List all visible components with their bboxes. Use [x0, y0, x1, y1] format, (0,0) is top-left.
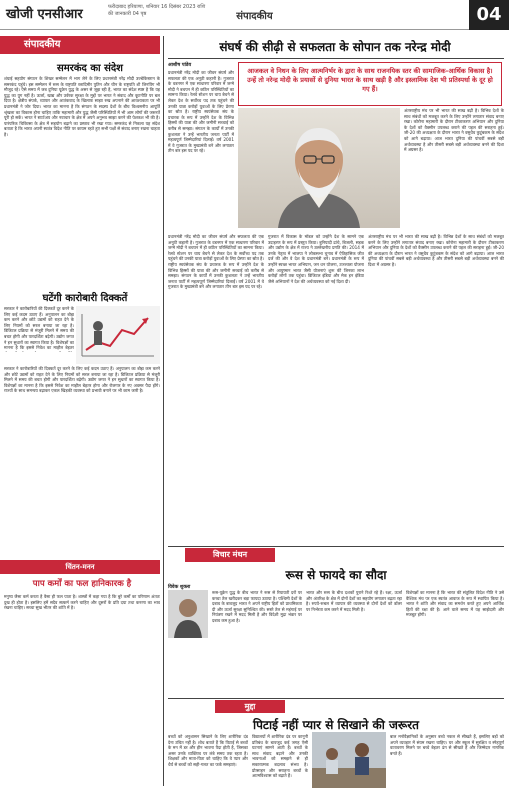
second-editorial-body: सरकार ने कारोबारियों की दिक्कतें दूर करने के लिए कई कदम उठाए हैं। अनुपालन का बोझ कम करने और छोटे उद्यमों को राहत देने के लिए नियमों को सरल बनाया जा रहा है। डिजिटल प्रक्रिया से मंजूरी मिलने में समय की बचत होगी और पारदर्शिता बढ़ेगी। उद्योग जगत ने इन सुधारों का स्वागत किया है। विशेषज्ञों का मानना है कि इससे निवेश का माहौल बेहतर: [4, 306, 74, 351]
editorial-body: शंघाई सहयोग संगठन के शिखर सम्मेलन में भाग लेने के लिए प्रधानमंत्री नरेंद्र मोदी उज्बेकिस्तान के समरकंद पहुंचे। इस सम्मेलन में रूस के राष्ट्रपति व्लादिमीर पुतिन और चीन के राष्ट्रपति शी जिनपिंग भी मौजूद रहे। ऐसे समय में जब दुनिया यूक्रेन युद्ध के असर से जूझ रही है, भारत का संदेश स्पष्ट है कि यह युद्ध का युग नहीं है। ऊर्जा, खाद्य और उर्वरक सुरक्षा के मुद्दों पर भारत ने संवाद और कूटनीति पर बल दिया है। क्षेत्रीय संपर्क, व्यापार और आतंकवाद के खिलाफ साझा रुख अपनाने की आवश्यकता पर भी प्रधानमंत्री ने जोर दिया। भारत का मानना है कि संगठन के सदस्य देशों के बीच विश्वसनीय आपूर्ति श्रृंखला का विकास होना चाहिए ताकि महामारी और युद्ध जैसी परिस्थितियों में भी आम लोगों की जरूरतें पूरी हो सकें। भारत ने स्टार्टअप और नवाचार के क्षेत्र में अपने अनुभव साझा करने की पेशकश भी की है। पारंपरिक चिकित्सा के क्षेत्र में सहयोग बढ़ाने का प्रस्ताव भी रखा गया। समरकंद से निकला यह संदेश बताता है कि भारत अपनी स्वतंत्र विदेश नीति पर कायम रहते हुए सभी पक्षों से संवाद बनाए रखना चाहता है।: [4, 76, 160, 137]
lead-byline: आशीष पांडेय: [168, 63, 192, 68]
opinion-body-right: विशेषज्ञों का मानना है कि भारत की संतुलित विदेश नीति ने उसे वैश्विक मंच पर एक स्वतंत्र आवाज के रूप में स्थापित किया है। भारत ने शांति और संवाद का समर्थन करते हुए अपने आर्थिक हितों की रक्षा की है। आने वाले समय में यह साझेदारी और मजबूत होगी।: [406, 590, 504, 618]
opinion-body-mid: भारत और रूस के बीच दशकों पुराने रिश्ते रहे हैं। रक्षा, ऊर्जा और अंतरिक्ष के क्षेत्र में दोनों देशों का सहयोग लगातार बढ़ता रहा है। रुपये-रूबल में व्यापार की व्यवस्था से दोनों देशों को डॉलर पर निर्भरता कम करने में मदद मिली है।: [306, 590, 402, 612]
editorial-band: संपादकीय: [0, 36, 160, 54]
chintan-title: पाप कर्मों का फल हानिकारक है: [32, 579, 132, 589]
lead-body-left: प्रधानमंत्री नरेंद्र मोदी का जीवन संघर्ष और सफलता की एक अनूठी कहानी है। गुजरात के वडनगर में एक साधारण परिवार में जन्मे मोदी ने बचपन में ही कठिन परिस्थितियों का सामना किया। रेलवे स्टेशन पर चाय बेचने से लेकर देश के सर्वोच्च पद तक पहुंचने की उनकी यात्रा करोड़ों युवाओं के लिए प्रेरणा का स्रोत है। राष्ट्रीय स्वयंसेवक संघ के प्रचारक के रूप में उन्होंने देश के विभिन्न हिस्सों की यात्रा की और जमीनी सच्चाई को करीब से समझा। संगठन के कार्यों में उनकी कुशलता ने उन्हें भारतीय जनता पार्टी में महत्वपूर्ण जिम्मेदारियां दिलाईं। वर्ष 2001 में वे गुजरात के मुख्यमंत्री बने और लगातार तीन बार इस पद पर रहे।: [168, 70, 234, 154]
opinion-body-left: रूस-यूक्रेन युद्ध के बीच भारत ने रूस से रियायती दरों पर कच्चा तेल खरीदकर बड़ा फायदा उठाया है। पश्चिमी देशों के दबाव के बावजूद भारत ने अपने राष्ट्रीय हितों को प्राथमिकता दी और ऊर्जा सुरक्षा सुनिश्चित की। सस्ते तेल से महंगाई पर नियंत्रण रखने में मदद मिली है और विदेशी मुद्रा भंडार पर दबाव कम हुआ है।: [212, 590, 302, 623]
lead-headline: संघर्ष की सीढ़ी से सफलता के सोपान तक नरेन्द्र मोदी: [219, 40, 451, 54]
lead-body-right-top: अंतरराष्ट्रीय मंच पर भी भारत की साख बढ़ी है। विभिन्न देशों के साथ संबंधों को मजबूत करने के लिए उन्होंने लगातार संवाद बनाए रखा। कोरोना महामारी के दौरान टीकाकरण अभियान और दुनिया के देशों को वैक्सीन उपलब्ध कराने की पहल की सराहना हुई। जी-20 की अध्यक्षता के दौरान भारत ने वसुधैव कुटुंबकम के संदेश को आगे बढ़ाया। आज भारत दुनिया की पांचवीं सबसे बड़ी अर्थव्यवस्था है और तीसरी सबसे बड़ी अर्थव्यवस्था बनने की दिशा में अग्रसर है।: [404, 108, 504, 153]
issue-info: फरीदाबाद हरियाणा, शनिवार 16 दिसंबर 2023 राशि की जानकारी 04 पृष्ठ: [108, 4, 206, 17]
business-illustration: [76, 306, 160, 364]
section-heading: संपादकीय: [236, 11, 273, 22]
lead-body-col3: अंतरराष्ट्रीय मंच पर भी भारत की साख बढ़ी है। विभिन्न देशों के साथ संबंधों को मजबूत करने के लिए उन्होंने लगातार संवाद बनाए रखा। कोरोना महामारी के दौरान टीकाकरण अभियान और दुनिया के देशों को वैक्सीन उपलब्ध कराने की पहल की सराहना हुई। जी-20 की अध्यक्षता के दौरान भारत ने वसुधैव कुटुंबकम के संदेश को आगे बढ़ाया। आज भारत दुनिया की पांचवीं सबसे बड़ी अर्थव्यवस्था है और तीसरी सबसे बड़ी अर्थव्यवस्था बनने की दिशा में अग्रसर है।: [368, 234, 504, 267]
second-editorial-body-continued: सरकार ने कारोबारियों की दिक्कतें दूर करने के लिए कई कदम उठाए हैं। अनुपालन का बोझ कम करने और छोटे उद्यमों को राहत देने के लिए नियमों को सरल बनाया जा रहा है। डिजिटल प्रक्रिया से मंजूरी मिलने में समय की बचत होगी और पारदर्शिता बढ़ेगी। उद्योग जगत ने इन सुधारों का स्वागत किया है। विशेषज्ञों का मानना है कि इससे निवेश का माहौल बेहतर होगा और रोजगार के नए अवसर पैदा होंगे। राज्यों के साथ समन्वय बढ़ाकर एकल खिड़की व्यवस्था को प्रभावी बनाने पर भी काम जारी है।: [4, 366, 160, 394]
second-editorial-title: घटेंगी कारोबारी दिक्कतें: [42, 293, 128, 304]
masthead: [0, 0, 509, 30]
classroom-photo: [312, 732, 386, 788]
bottom-body-mid: विद्यालयों में शारीरिक दंड पर कानूनी प्रतिबंध के बावजूद कई जगह ऐसी घटनाएं सामने आती हैं। बच्चों के साथ संवाद बढ़ाने और उनकी भावनाओं को समझने से ही सकारात्मक बदलाव संभव है। प्रोत्साहन और सराहना बच्चों के आत्मविश्वास को बढ़ाते हैं।: [252, 734, 308, 779]
opinion-author-photo: [168, 590, 208, 638]
editorial-title: समरकंद का संदेश: [57, 63, 123, 74]
opinion-headline: रूस से फायदे का सौदा: [285, 568, 387, 582]
bottom-banner: मुद्दा: [215, 700, 285, 713]
modi-portrait-photo: [238, 108, 400, 228]
lead-pull-quote: आजकल वे निधन के लिए आत्मनिर्भर के द्वारा के साथ राजनयिक स्तर की सामाजिक-आर्थिक विकास है। उन्हें तो नरेन्द्र मोदी के प्रयासों से दुनिया भारत के साथ खड़ी है और इस्लामिक देश भी प्रतिस्पर्धा के दूर हो गए हैं।: [238, 62, 502, 106]
bottom-body-left: बच्चों को अनुशासन सिखाने के लिए शारीरिक दंड देना उचित नहीं है। शोध बताते हैं कि पिटाई से बच्चों के मन में डर और हीन भावना पैदा होती है, जिसका असर उनके व्यक्तित्व पर लंबे समय तक रहता है। शिक्षकों और माता-पिता को चाहिए कि वे प्यार और धैर्य से बच्चों को सही-गलत का फर्क समझाएं।: [168, 734, 248, 767]
chintan-band: चिंतन-मनन: [0, 560, 160, 574]
paper-name: खोजी एनसीआर: [6, 7, 83, 22]
column-divider: [163, 36, 164, 786]
chintan-body: मनुष्य जैसा कर्म करता है वैसा ही फल पाता है। शास्त्रों में कहा गया है कि बुरे कर्मों का परिणाम अंततः दुख ही होता है। इसलिए हमें सदैव सत्कर्म करने चाहिए और दूसरों के प्रति दया तथा करुणा का भाव रखना चाहिए। सच्चा सुख भीतर की शांति में है।: [4, 594, 160, 611]
lead-body-col2: गुजरात में विकास के मॉडल को उन्होंने देश के सामने एक उदाहरण के रूप में प्रस्तुत किया। बुनियादी ढांचे, बिजली, सड़क और उद्योग के क्षेत्र में राज्य ने उल्लेखनीय प्रगति की। 2014 में उनके नेतृत्व में भाजपा ने लोकसभा चुनाव में ऐतिहासिक जीत दर्ज की और वे देश के प्रधानमंत्री बने। प्रधानमंत्री के रूप में उन्होंने स्वच्छ भारत अभियान, जन धन योजना, उज्ज्वला योजना और आयुष्मान भारत जैसी योजनाएं शुरू कीं जिनका लाभ करोड़ों लोगों तक पहुंचा। डिजिटल इंडिया और मेक इन इंडिया जैसे अभियानों ने देश की अर्थव्यवस्था को नई दिशा दी।: [268, 234, 364, 284]
page-number: 04: [469, 0, 509, 30]
bottom-rule: [168, 698, 504, 699]
opinion-banner: विचार मंथन: [185, 548, 275, 562]
bottom-headline: पिटाई नहीं प्यार से सिखाने की जरूरत: [253, 718, 419, 732]
lead-body-col1: प्रधानमंत्री नरेंद्र मोदी का जीवन संघर्ष और सफलता की एक अनूठी कहानी है। गुजरात के वडनगर में एक साधारण परिवार में जन्मे मोदी ने बचपन में ही कठिन परिस्थितियों का सामना किया। रेलवे स्टेशन पर चाय बेचने से लेकर देश के सर्वोच्च पद तक पहुंचने की उनकी यात्रा करोड़ों युवाओं के लिए प्रेरणा का स्रोत है। राष्ट्रीय स्वयंसेवक संघ के प्रचारक के रूप में उन्होंने देश के विभिन्न हिस्सों की यात्रा की और जमीनी सच्चाई को करीब से समझा। संगठन के कार्यों में उनकी कुशलता ने उन्हें भारतीय जनता पार्टी में महत्वपूर्ण जिम्मेदारियां दिलाईं। वर्ष 2001 में वे गुजरात के मुख्यमंत्री बने और लगातार तीन बार इस पद पर रहे।: [168, 234, 264, 290]
opinion-rule: [168, 546, 504, 547]
opinion-byline: विवेक शुक्ला: [168, 585, 191, 590]
bottom-body-right: बाल मनोवैज्ञानिकों के अनुसार बच्चे नकल से सीखते हैं, इसलिए बड़ों को अपने व्यवहार में संयम रखना चाहिए। घर और स्कूल में सुरक्षित व स्नेहपूर्ण वातावरण मिलने पर बच्चे बेहतर ढंग से सीखते हैं और जिम्मेदार नागरिक बनते हैं।: [390, 734, 504, 756]
headline-rule: [168, 58, 504, 59]
